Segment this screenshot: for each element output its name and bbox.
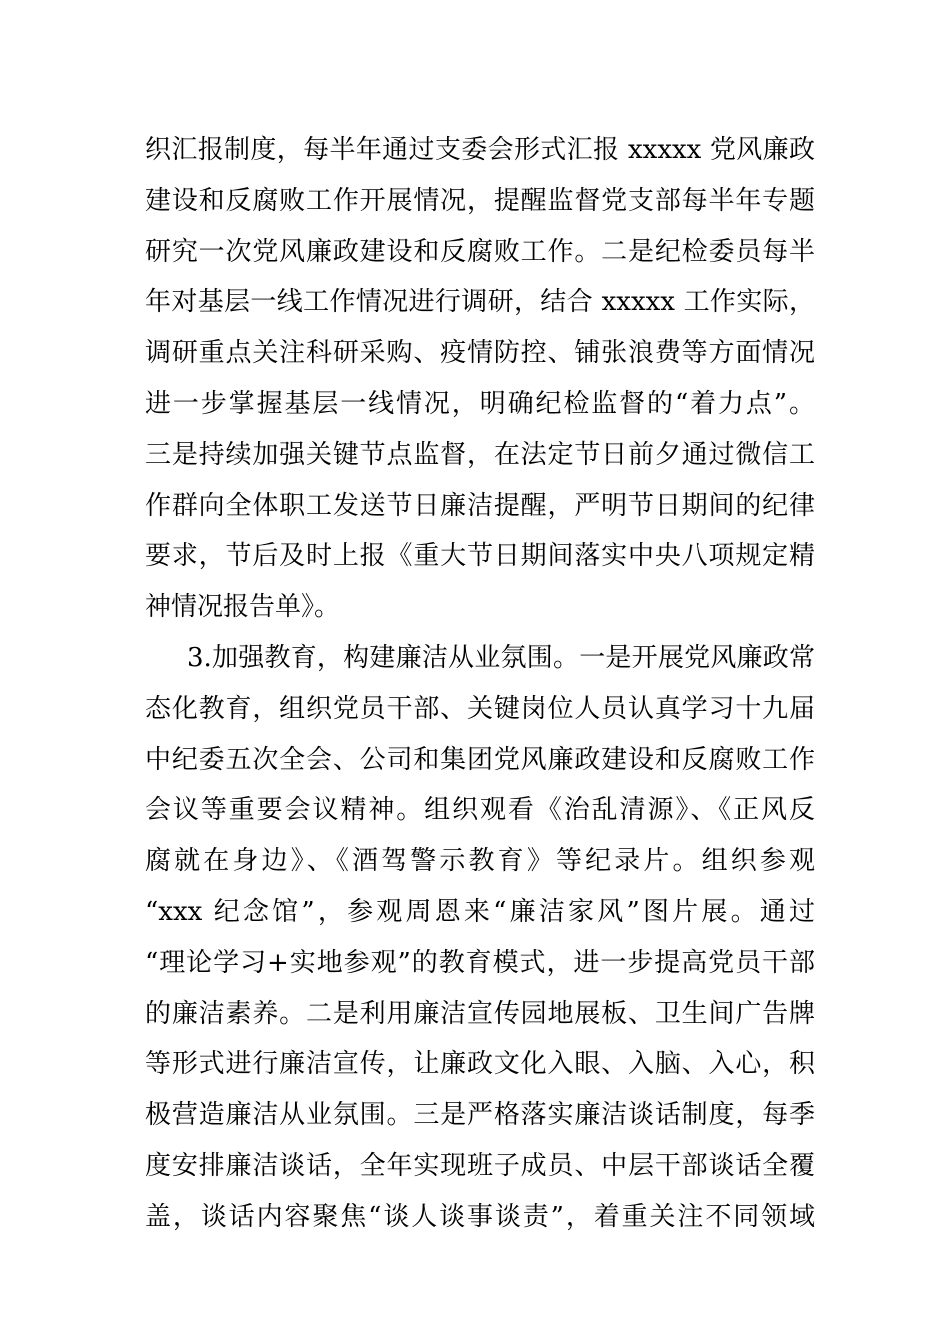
body-text — [145, 125, 815, 1243]
text-line: 作群向全体职工发送节日廉洁提醒，严明节日期间的纪律 — [145, 490, 815, 521]
text-line: 要求，节后及时上报《重大节日期间落实中央八项规定精 — [145, 541, 815, 572]
text-line: 进一步掌握基层一线情况，明确纪检监督的“着力点”。 — [145, 388, 815, 419]
text-line: 调研重点关注科研采购、疫情防控、铺张浪费等方面情况 — [145, 338, 815, 369]
text-line: 度安排廉洁谈话，全年实现班子成员、中层干部谈话全覆 — [145, 1150, 815, 1181]
text-line: 态化教育，组织党员干部、关键岗位人员认真学习十九届 — [145, 693, 815, 724]
text-line: 研究一次党风廉政建设和反腐败工作。二是纪检委员每半 — [145, 236, 815, 267]
text-line: “xxx 纪念馆”，参观周恩来“廉洁家风”图片展。通过 — [145, 896, 815, 927]
text-line: 织汇报制度，每半年通过支委会形式汇报 xxxxx 党风廉政 — [145, 135, 815, 165]
text-line: 年对基层一线工作情况进行调研，结合 xxxxx 工作实际， — [145, 287, 815, 318]
text-line: 神情况报告单》。 — [145, 592, 341, 623]
text-line: “理论学习+实地参观”的教育模式，进一步提高党员干部 — [145, 947, 815, 978]
text-line: 盖，谈话内容聚焦“谈人谈事谈责”，着重关注不同领域 — [145, 1201, 815, 1232]
text-line: 中纪委五次全会、公司和集团党风廉政建设和反腐败工作 — [145, 744, 815, 775]
text-line: 的廉洁素养。二是利用廉洁宣传园地展板、卫生间广告牌 — [145, 998, 815, 1029]
text-line: 会议等重要会议精神。组织观看《治乱清源》、《正风反 — [145, 795, 815, 826]
text-line: 腐就在身边》、《酒驾警示教育》等纪录片。组织参观 — [145, 846, 815, 877]
text-line: 建设和反腐败工作开展情况，提醒监督党支部每半年专题 — [145, 185, 815, 216]
text-line: 三是持续加强关键节点监督，在法定节日前夕通过微信工 — [145, 439, 815, 470]
text-line: 等形式进行廉洁宣传，让廉政文化入眼、入脑、入心，积 — [145, 1049, 815, 1080]
text-line: 3.加强教育，构建廉洁从业氛围。一是开展党风廉政常 — [187, 642, 815, 673]
text-line: 极营造廉洁从业氛围。三是严格落实廉洁谈话制度，每季 — [145, 1100, 815, 1131]
